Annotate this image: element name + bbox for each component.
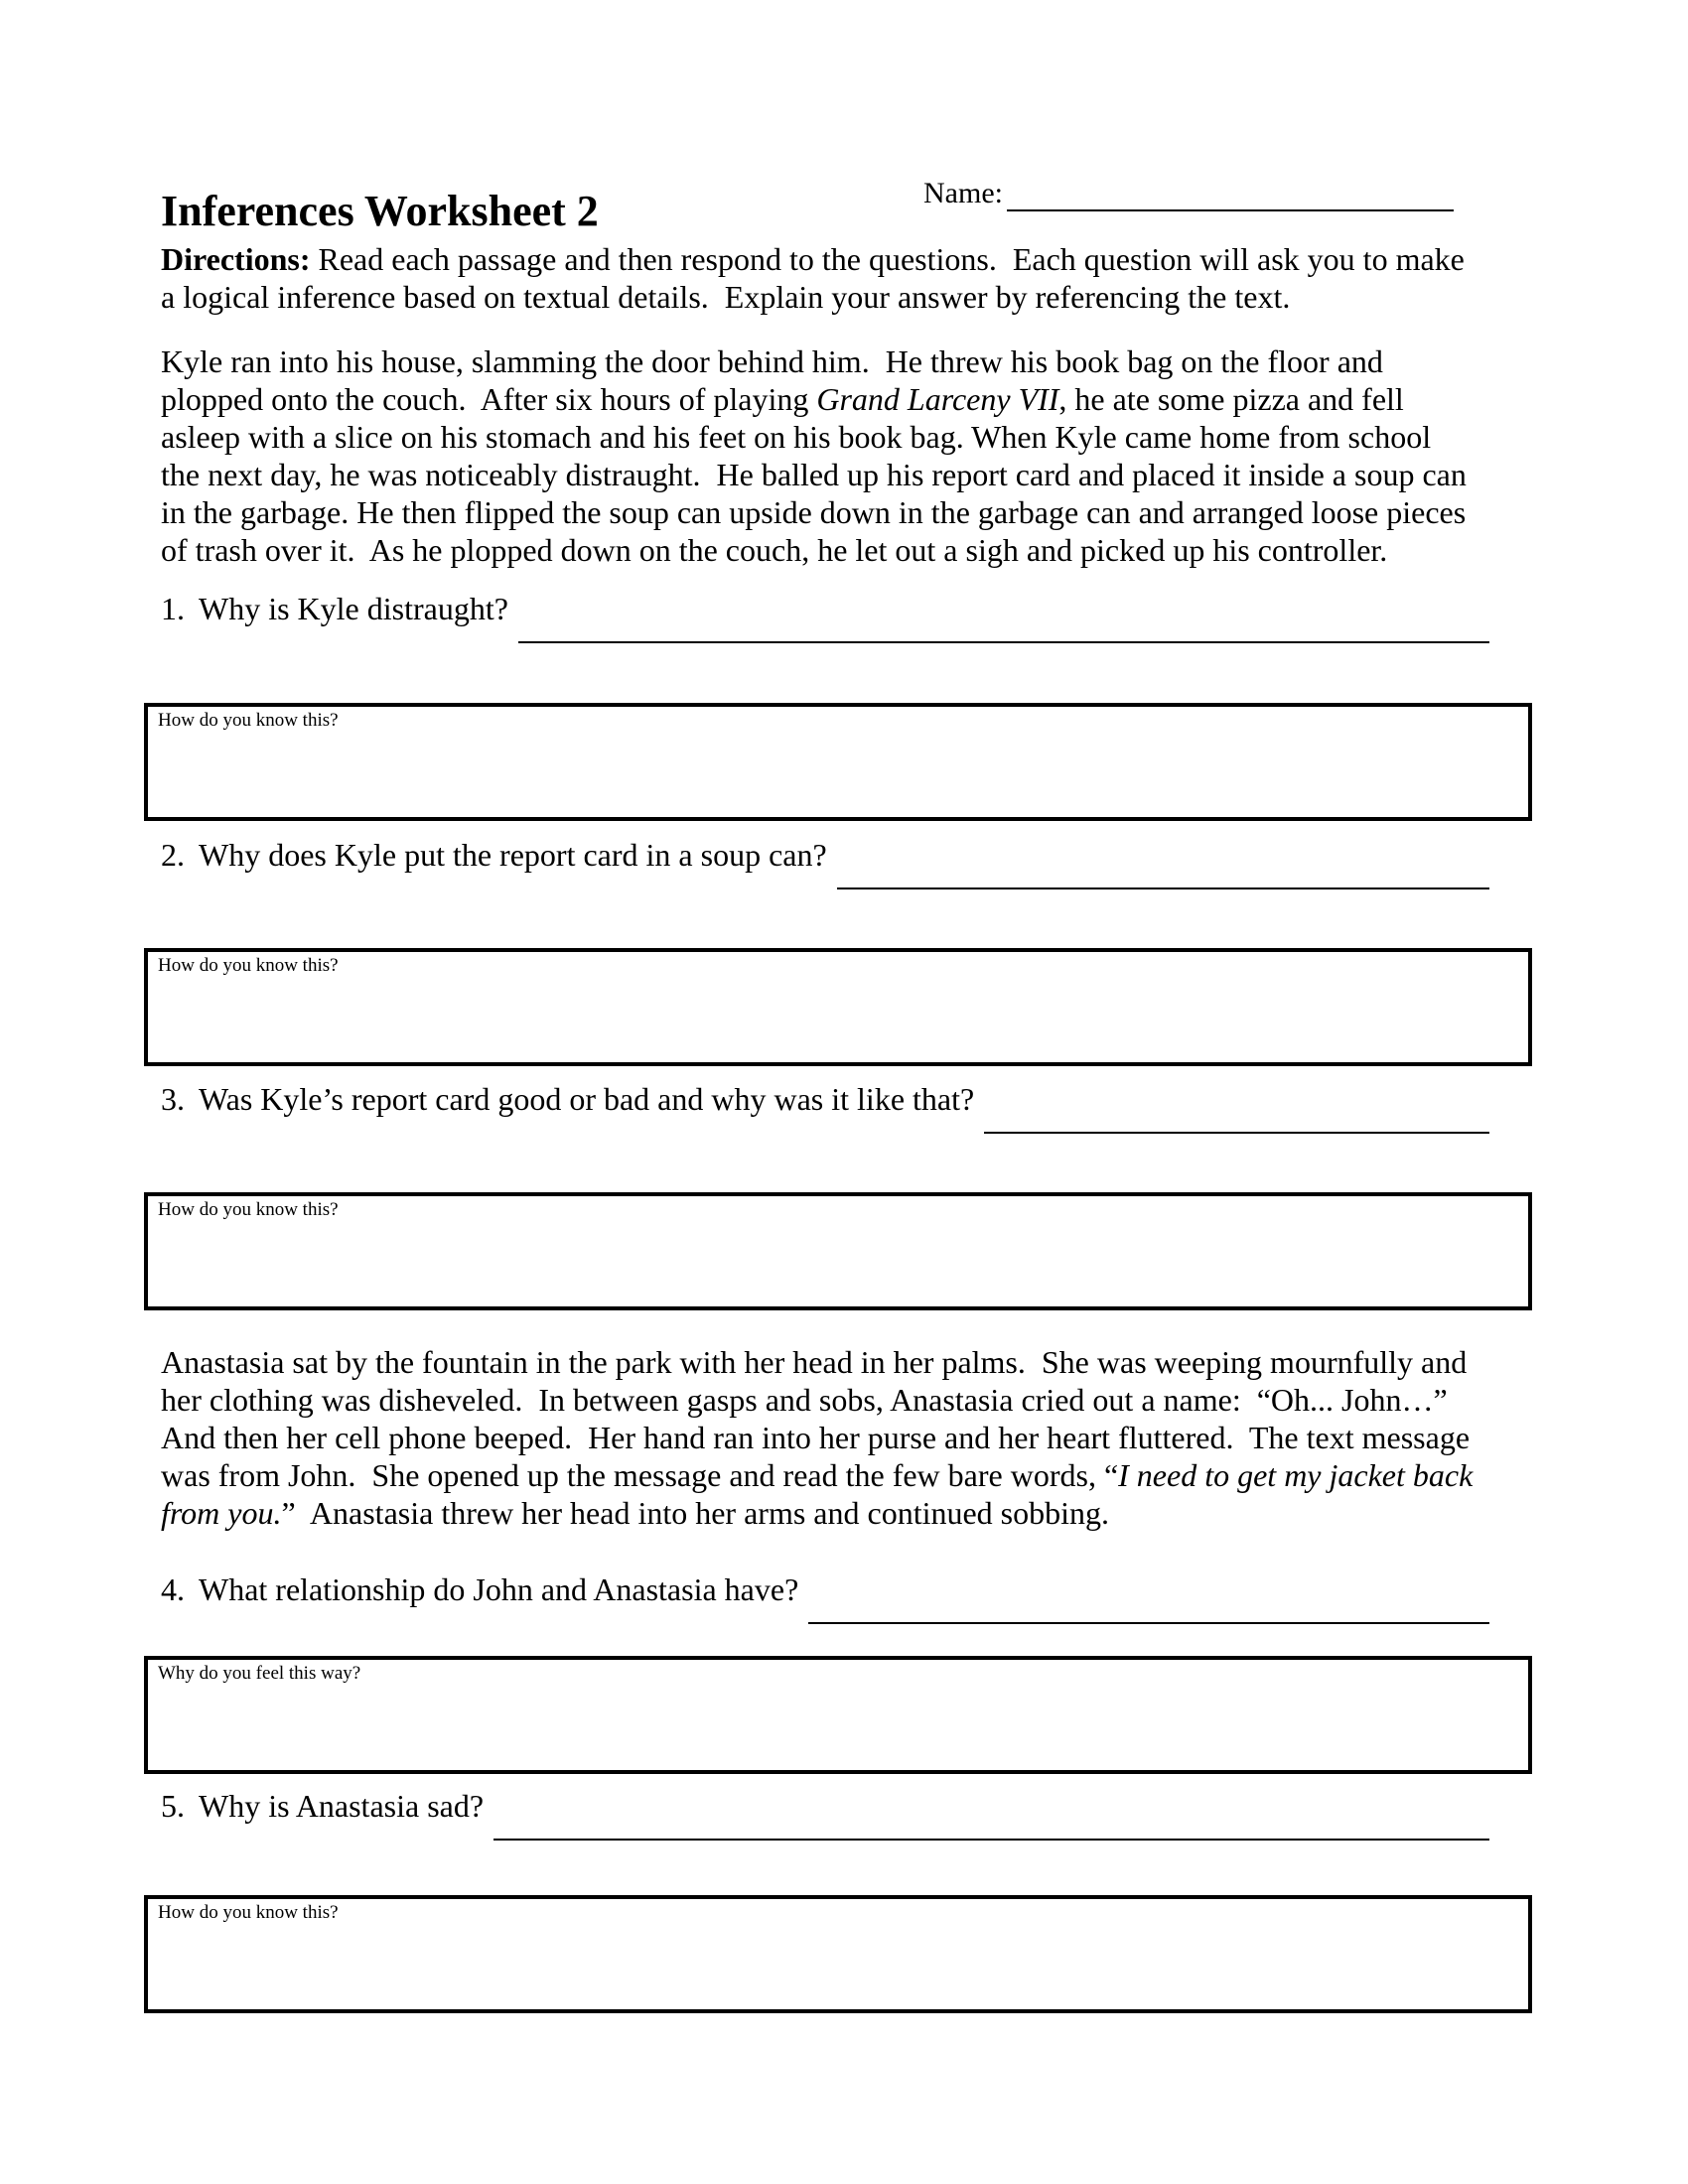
kyle-passage (161, 342, 1467, 569)
question-3 (161, 1080, 1489, 1134)
text-line: Anastasia sat by the fountain in the park with her head in her palms. She was weeping mournfully and (161, 1344, 1468, 1380)
question-number: 3. (161, 1081, 185, 1117)
directions (161, 240, 1465, 316)
text-line: in the garbage. He then flipped the soup can upside down in the garbage can and arranged loose pieces (161, 494, 1467, 530)
question-number: 4. (161, 1571, 185, 1607)
answer-box-prompt: How do you know this? (158, 955, 339, 976)
answer-box-4[interactable] (144, 1656, 1532, 1774)
text-line: was from John. She opened up the message and read the few bare words, “I need to get my jacket back (161, 1457, 1474, 1493)
question-text: What relationship do John and Anastasia have? (199, 1571, 799, 1607)
text-line: And then her cell phone beeped. Her hand ran into her purse and her heart fluttered. The text message (161, 1420, 1471, 1455)
answer-line[interactable] (518, 590, 1489, 643)
question-4 (161, 1570, 1489, 1624)
anastasia-passage (161, 1343, 1473, 1532)
answer-box-prompt: How do you know this? (158, 1199, 339, 1220)
question-1 (161, 590, 1489, 643)
answer-box-3[interactable] (144, 1192, 1532, 1310)
answer-box-prompt: How do you know this? (158, 710, 339, 731)
answer-line[interactable] (837, 836, 1489, 889)
question-5 (161, 1787, 1489, 1841)
answer-line[interactable] (493, 1787, 1489, 1841)
text-line: Directions: Read each passage and then respond to the questions. Each question will ask you to make (161, 241, 1465, 277)
text-line: asleep with a slice on his stomach and his feet on his book bag. When Kyle came home from school (161, 419, 1432, 455)
question-number: 1. (161, 591, 185, 626)
question-text: Why is Kyle distraught? (199, 591, 508, 626)
name-label: Name: (923, 177, 1003, 209)
answer-box-prompt: How do you know this? (158, 1902, 339, 1923)
answer-line[interactable] (984, 1080, 1489, 1134)
text-line: from you.” Anastasia threw her head into her arms and continued sobbing. (161, 1495, 1110, 1531)
question-text: Why is Anastasia sad? (199, 1788, 485, 1824)
question-number: 2. (161, 837, 185, 873)
answer-box-5[interactable] (144, 1895, 1532, 2013)
text-line: the next day, he was noticeably distraught. He balled up his report card and placed it inside a soup can (161, 457, 1467, 492)
question-2 (161, 836, 1489, 889)
answer-box-prompt: Why do you feel this way? (158, 1663, 361, 1684)
answer-line[interactable] (808, 1570, 1489, 1624)
text-line: plopped onto the couch. After six hours of playing Grand Larceny VII, he ate some pizza and fell (161, 381, 1404, 417)
question-number: 5. (161, 1788, 185, 1824)
text-line: Kyle ran into his house, slamming the door behind him. He threw his book bag on the floor and (161, 343, 1383, 379)
text-line: a logical inference based on textual details. Explain your answer by referencing the text. (161, 279, 1291, 315)
question-text: Why does Kyle put the report card in a soup can? (199, 837, 827, 873)
text-line: of trash over it. As he plopped down on the couch, he let out a sigh and picked up his controller. (161, 532, 1388, 568)
question-text: Was Kyle’s report card good or bad and why was it like that? (199, 1081, 975, 1117)
text-line: her clothing was disheveled. In between gasps and sobs, Anastasia cried out a name: “Oh... John…” (161, 1382, 1448, 1418)
answer-box-2[interactable] (144, 948, 1532, 1066)
answer-box-1[interactable] (144, 703, 1532, 821)
name-fill-line[interactable] (1007, 165, 1454, 211)
page-title: Inferences Worksheet 2 (161, 187, 599, 235)
